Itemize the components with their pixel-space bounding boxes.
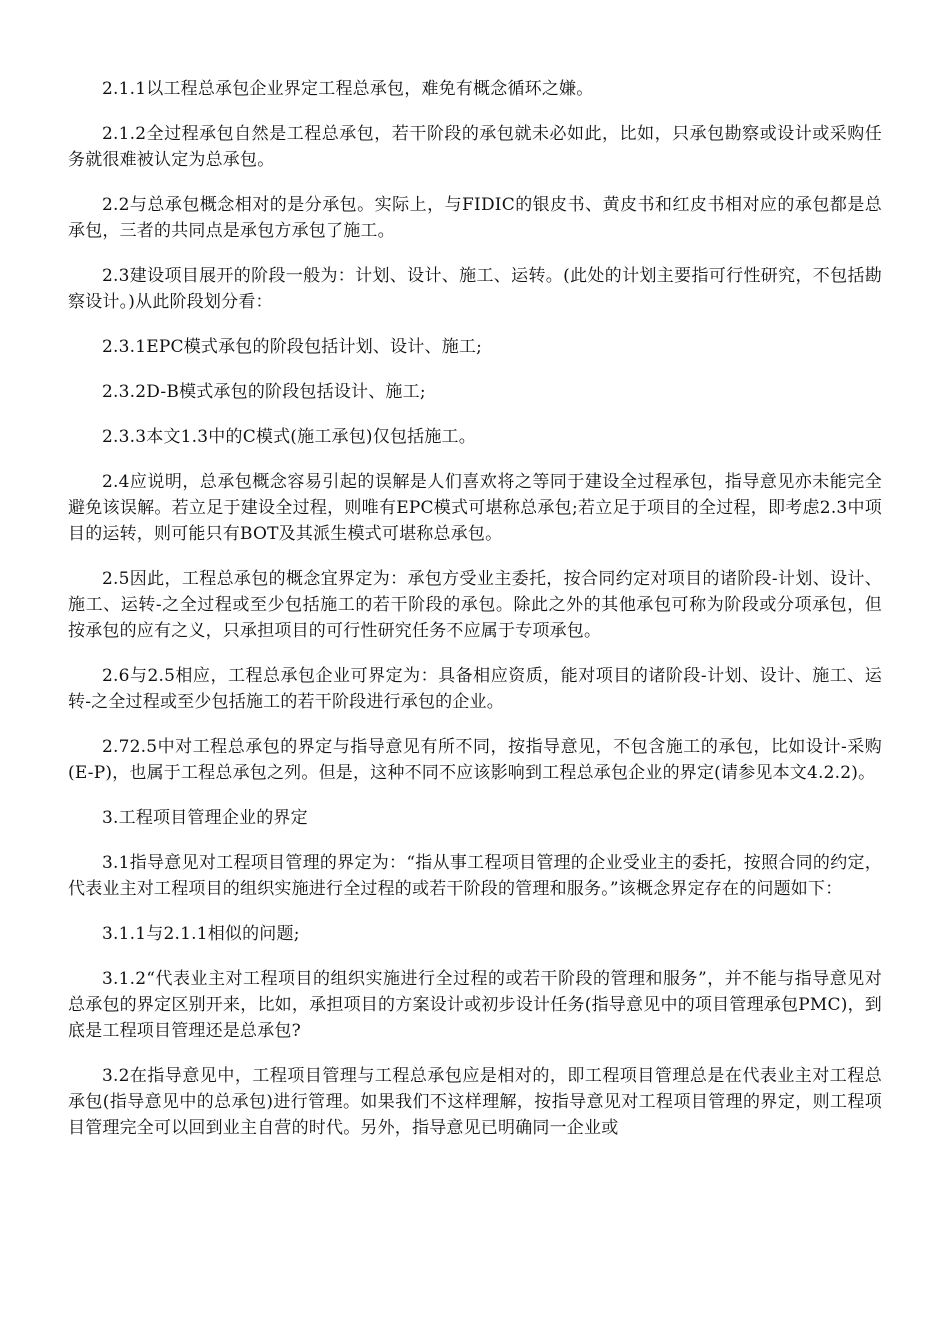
paragraph-2-1-2: 2.1.2全过程承包自然是工程总承包，若干阶段的承包就未必如此，比如，只承包勘察或设计或采购任务就很难被认定为总承包。	[68, 124, 882, 170]
document-page	[68, 76, 882, 1160]
paragraph-2-3: 2.3建设项目展开的阶段一般为：计划、设计、施工、运转。(此处的计划主要指可行性研究，不包括勘察设计。)从此阶段划分看：	[68, 266, 882, 312]
paragraph-3-2: 3.2在指导意见中，工程项目管理与工程总承包应是相对的，即工程项目管理总是在代表业主对工程总承包(指导意见中的总承包)进行管理。如果我们不这样理解，按指导意见对工程项目管理的界定，则工程项目管理完全可以回到业主自营的时代。另外，指导意见已明确同一企业或	[68, 1066, 882, 1138]
paragraph-2-5: 2.5因此，工程总承包的概念宜界定为：承包方受业主委托，按合同约定对项目的诸阶段-计划、设计、施工、运转-之全过程或至少包括施工的若干阶段的承包。除此之外的其他承包可称为阶段或分项承包，但按承包的应有之义，只承担项目的可行性研究任务不应属于专项承包。	[68, 569, 882, 641]
paragraph-3-1-2: 3.1.2“代表业主对工程项目的组织实施进行全过程的或若干阶段的管理和服务”，并不能与指导意见对总承包的界定区别开来，比如，承担项目的方案设计或初步设计任务(指导意见中的项目管理承包PMC)，到底是工程项目管理还是总承包?	[68, 969, 882, 1041]
paragraph-2-1-1: 2.1.1以工程总承包企业界定工程总承包，难免有概念循环之嫌。	[102, 79, 594, 99]
paragraph-3-1-1: 3.1.1与2.1.1相似的问题;	[102, 924, 300, 944]
paragraph-2-3-3: 2.3.3本文1.3中的C模式(施工承包)仅包括施工。	[102, 427, 476, 447]
paragraph-3-1: 3.1指导意见对工程项目管理的界定为：“指从事工程项目管理的企业受业主的委托，按照合同的约定，代表业主对工程项目的组织实施进行全过程的或若干阶段的管理和服务。”该概念界定存在的问题如下：	[68, 853, 882, 899]
section-heading-3: 3.工程项目管理企业的界定	[102, 808, 308, 828]
paragraph-2-2: 2.2与总承包概念相对的是分承包。实际上，与FIDIC的银皮书、黄皮书和红皮书相对应的承包都是总承包，三者的共同点是承包方承包了施工。	[68, 195, 882, 241]
paragraph-2-4: 2.4应说明，总承包概念容易引起的误解是人们喜欢将之等同于建设全过程承包，指导意见亦未能完全避免该误解。若立足于建设全过程，则唯有EPC模式可堪称总承包;若立足于项目的全过程，即考虑2.3中项目的运转，则可能只有BOT及其派生模式可堪称总承包。	[68, 472, 882, 544]
paragraph-2-3-1: 2.3.1EPC模式承包的阶段包括计划、设计、施工;	[102, 337, 483, 357]
paragraph-2-7: 2.72.5中对工程总承包的界定与指导意见有所不同，按指导意见，不包含施工的承包，比如设计-采购(E-P)，也属于工程总承包之列。但是，这种不同不应该影响到工程总承包企业的界定(请参见本文4.2.2)。	[68, 737, 882, 783]
paragraph-2-6: 2.6与2.5相应，工程总承包企业可界定为：具备相应资质，能对项目的诸阶段-计划、设计、施工、运转-之全过程或至少包括施工的若干阶段进行承包的企业。	[68, 666, 882, 712]
paragraph-2-3-2: 2.3.2D-B模式承包的阶段包括设计、施工;	[102, 382, 426, 402]
